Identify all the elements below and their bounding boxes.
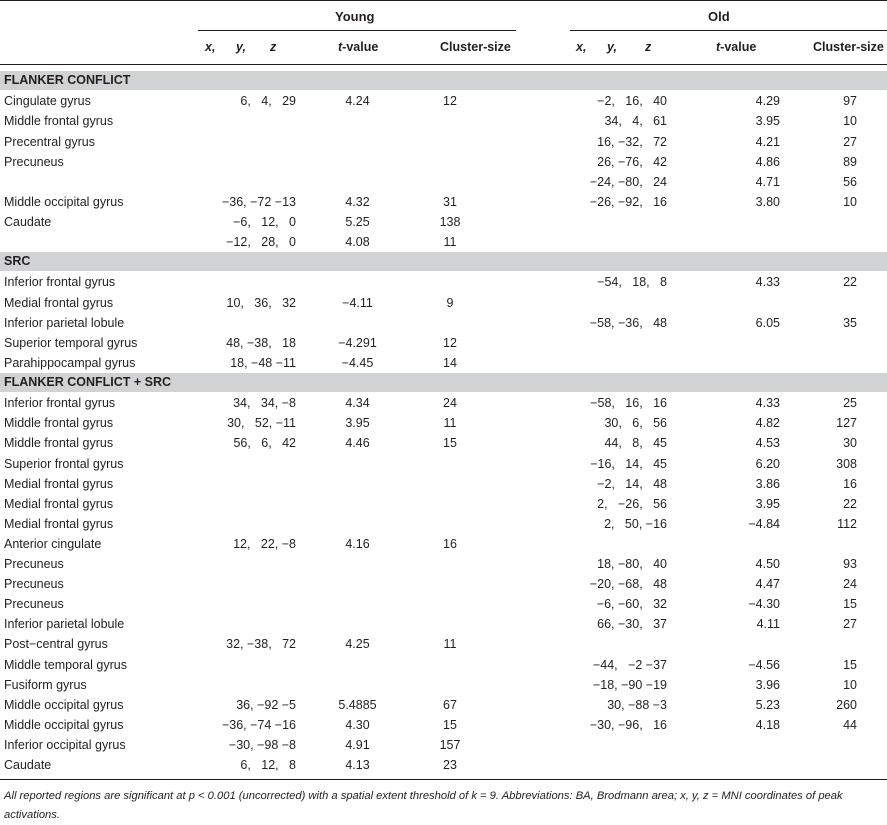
section-title: SRC [4, 254, 31, 269]
old-t-value-cell: 3.95 [755, 114, 780, 129]
young-group-rule [198, 30, 516, 31]
young-t-value-cell: 3.95 [345, 416, 370, 431]
young-x-header: x, [205, 40, 216, 54]
region-cell: Medial frontal gyrus [4, 516, 114, 531]
region-cell: Inferior parietal lobule [4, 617, 125, 632]
old-t-value-cell: 4.53 [755, 436, 780, 451]
table-row [0, 514, 887, 534]
table-row [0, 474, 887, 494]
old-coordinates-cell: 18, −80, 40 [597, 557, 667, 571]
young-coordinates-cell: 48, −38, 18 [226, 335, 296, 350]
young-t-value-cell: 4.91 [345, 737, 370, 752]
old-coordinates-cell: −44, −2 −37 [592, 657, 667, 672]
young-t-value-cell: 4.30 [345, 717, 370, 732]
old-group-header: Old [708, 9, 730, 24]
young-coordinates-cell: 34, 34, −8 [233, 396, 296, 411]
table-row [0, 735, 887, 755]
old-x-header: x, [576, 40, 587, 54]
old-t-value-cell: −4.84 [748, 516, 780, 531]
old-cluster-size-cell: 10 [843, 194, 857, 209]
table-row [0, 655, 887, 675]
old-y-header: y, [607, 40, 617, 54]
young-t-value-cell: 4.46 [345, 436, 370, 451]
young-coordinates-cell: 32, −38, 72 [226, 637, 296, 652]
old-cluster-size-cell: 15 [843, 657, 857, 672]
table-row [0, 695, 887, 715]
old-coordinates-cell: −26, −92, 16 [589, 194, 667, 209]
old-coordinates-cell: −24, −80, 24 [589, 174, 667, 189]
young-t-value-cell: 4.24 [345, 94, 370, 109]
region-cell: Middle occipital gyrus [4, 697, 124, 712]
old-t-value-cell: 4.29 [755, 94, 780, 109]
old-z-header: z [645, 40, 652, 54]
region-cell: Inferior frontal gyrus [4, 396, 116, 411]
region-cell: Precuneus [4, 577, 64, 592]
young-cluster-size-cell: 23 [443, 758, 457, 772]
old-t-value-cell: 6.05 [755, 315, 780, 330]
table-row [0, 333, 887, 353]
region-cell: Precuneus [4, 597, 64, 612]
old-cluster-size-cell: 127 [836, 416, 857, 431]
young-cluster-size-cell: 31 [443, 194, 457, 209]
young-cluster-size-cell: 11 [443, 637, 457, 652]
old-cluster-size-cell: 56 [843, 174, 857, 189]
old-cluster-size-cell: 15 [843, 597, 857, 612]
old-t-value-cell: 4.47 [755, 577, 780, 592]
young-coordinates-cell: 56, 6, 42 [233, 436, 296, 451]
table-row [0, 232, 887, 252]
old-cluster-size-cell: 44 [843, 717, 857, 732]
young-cluster-size-cell: 138 [439, 214, 461, 229]
table-row [0, 433, 887, 453]
young-t-value-cell: 5.4885 [338, 697, 377, 712]
old-coordinates-cell: 2, −26, 56 [597, 496, 667, 511]
table-row [0, 111, 887, 131]
old-cluster-size-cell: 16 [843, 476, 857, 491]
region-cell: Precentral gyrus [4, 134, 96, 149]
young-cluster-size-cell: 15 [443, 436, 457, 451]
old-cluster-header: Cluster-size [813, 40, 884, 54]
old-cluster-size-cell: 30 [843, 436, 857, 451]
young-t-header: t-value [338, 40, 379, 54]
young-t-value-cell: 4.32 [345, 194, 370, 209]
old-cluster-size-cell: 24 [843, 577, 857, 592]
young-coordinates-cell: −6, 12, 0 [233, 214, 296, 229]
section-header [0, 252, 887, 271]
region-cell: Precuneus [4, 154, 64, 169]
young-t-value-cell: 4.25 [345, 637, 370, 652]
young-coordinates-cell: 36, −92 −5 [236, 697, 296, 712]
region-cell: Fusiform gyrus [4, 677, 87, 692]
young-coordinates-cell: 10, 36, 32 [226, 295, 296, 310]
region-cell: Medial frontal gyrus [4, 476, 114, 491]
young-coordinates-cell: 6, 12, 8 [240, 758, 296, 772]
young-cluster-size-cell: 15 [443, 717, 457, 732]
old-t-value-cell: −4.56 [748, 657, 780, 672]
table-row [0, 293, 887, 313]
young-y-header: y, [236, 40, 246, 54]
region-cell: Post−central gyrus [4, 637, 108, 652]
old-t-value-cell: 3.96 [755, 677, 780, 692]
young-t-value-cell: −4.11 [342, 295, 373, 310]
region-cell: Parahippocampal gyrus [4, 355, 136, 370]
region-cell: Middle frontal gyrus [4, 436, 114, 451]
old-t-value-cell: 4.71 [755, 174, 780, 189]
table-row [0, 494, 887, 514]
old-cluster-size-cell: 260 [836, 697, 857, 712]
header-bottom-rule [0, 64, 887, 65]
region-cell: Medial frontal gyrus [4, 496, 114, 511]
old-t-value-cell: 4.18 [755, 717, 780, 732]
old-cluster-size-cell: 25 [843, 396, 857, 411]
table-row [0, 634, 887, 654]
table-row [0, 534, 887, 554]
table-row [0, 91, 887, 111]
young-cluster-size-cell: 11 [443, 416, 457, 431]
old-coordinates-cell: 66, −30, 37 [597, 617, 667, 632]
old-coordinates-cell: −2, 16, 40 [597, 94, 667, 109]
old-t-value-cell: 4.82 [755, 416, 780, 431]
old-cluster-size-cell: 308 [836, 456, 857, 471]
table-row [0, 172, 887, 192]
old-coordinates-cell: −2, 14, 48 [597, 476, 667, 491]
old-cluster-size-cell: 27 [843, 617, 857, 632]
table-row [0, 272, 887, 292]
region-cell: Superior frontal gyrus [4, 456, 124, 471]
old-cluster-size-cell: 35 [843, 315, 857, 330]
young-cluster-header: Cluster-size [440, 40, 511, 54]
old-t-header: t-value [716, 40, 757, 54]
old-coordinates-cell: 30, −88 −3 [607, 697, 667, 712]
young-cluster-size-cell: 157 [439, 737, 461, 752]
young-cluster-size-cell: 11 [443, 235, 457, 249]
old-t-value-cell: 3.86 [755, 476, 780, 491]
table-row [0, 454, 887, 474]
young-t-value-cell: −4.291 [338, 335, 377, 350]
young-z-header: z [270, 40, 277, 54]
young-coordinates-cell: 12, 22, −8 [233, 536, 296, 551]
old-coordinates-cell: 16, −32, 72 [597, 134, 667, 149]
old-coordinates-cell: 2, 50, −16 [604, 516, 667, 531]
old-group-rule [570, 30, 887, 31]
old-coordinates-cell: 44, 8, 45 [604, 436, 667, 451]
old-t-value-cell: −4.30 [748, 597, 780, 612]
old-coordinates-cell: −6, −60, 32 [596, 597, 667, 612]
old-coordinates-cell: −58, −36, 48 [589, 315, 667, 330]
table-row [0, 715, 887, 735]
young-t-value-cell: 4.34 [345, 396, 370, 411]
section-title: FLANKER CONFLICT [4, 73, 131, 87]
young-coordinates-cell: −36, −74 −16 [221, 717, 296, 732]
young-cluster-size-cell: 67 [443, 697, 457, 712]
region-cell: Caudate [4, 758, 52, 772]
table-row [0, 132, 887, 152]
old-cluster-size-cell: 89 [843, 154, 857, 169]
young-cluster-size-cell: 14 [443, 355, 457, 370]
old-cluster-size-cell: 112 [837, 516, 857, 531]
bottom-rule [0, 779, 887, 780]
old-cluster-size-cell: 10 [843, 114, 857, 129]
young-coordinates-cell: 30, 52, −11 [227, 416, 296, 431]
young-coordinates-cell: 6, 4, 29 [240, 94, 296, 109]
table-row [0, 393, 887, 413]
young-t-value-cell: −4.45 [341, 355, 374, 370]
region-cell: Superior temporal gyrus [4, 335, 138, 350]
old-coordinates-cell: 34, 4, 61 [604, 114, 667, 129]
old-coordinates-cell: −20, −68, 48 [589, 577, 667, 592]
table-row [0, 675, 887, 695]
table-row [0, 152, 887, 172]
old-t-value-cell: 4.11 [756, 617, 780, 632]
table-row [0, 212, 887, 232]
old-t-value-cell: 4.50 [755, 557, 780, 571]
old-coordinates-cell: −58, 16, 16 [590, 396, 667, 411]
young-coordinates-cell: −12, 28, 0 [226, 235, 296, 249]
old-coordinates-cell: −54, 18, 8 [597, 275, 667, 290]
region-cell: Middle occipital gyrus [4, 717, 124, 732]
young-t-value-cell: 4.08 [345, 235, 370, 249]
old-cluster-size-cell: 93 [843, 557, 857, 571]
section-header [0, 71, 887, 90]
region-cell: Inferior parietal lobule [4, 315, 125, 330]
region-cell: Inferior frontal gyrus [4, 275, 116, 290]
old-coordinates-cell: −18, −90 −19 [592, 677, 667, 692]
old-t-value-cell: 4.33 [755, 396, 780, 411]
table-row [0, 554, 887, 574]
old-cluster-size-cell: 22 [843, 496, 857, 511]
table-row [0, 574, 887, 594]
young-coordinates-cell: −36, −72 −13 [221, 194, 296, 209]
old-cluster-size-cell: 27 [843, 134, 857, 149]
region-cell: Cingulate gyrus [4, 94, 91, 109]
region-cell: Middle occipital gyrus [4, 194, 124, 209]
region-cell: Middle frontal gyrus [4, 114, 114, 129]
old-coordinates-cell: 30, 6, 56 [604, 416, 667, 431]
young-t-value-cell: 4.16 [345, 536, 370, 551]
region-cell: Middle temporal gyrus [4, 657, 127, 672]
young-coordinates-cell: −30, −98 −8 [228, 737, 296, 752]
old-coordinates-cell: 26, −76, 42 [597, 154, 667, 169]
young-cluster-size-cell: 12 [443, 94, 457, 109]
table-row [0, 614, 887, 634]
top-rule [0, 0, 887, 1]
old-cluster-size-cell: 97 [843, 94, 857, 109]
old-t-value-cell: 4.21 [755, 134, 780, 149]
old-t-value-cell: 6.20 [755, 456, 780, 471]
region-cell: Anterior cingulate [4, 536, 102, 551]
section-header [0, 373, 887, 392]
table-row [0, 313, 887, 333]
young-cluster-size-cell: 24 [443, 396, 457, 411]
old-t-value-cell: 3.80 [755, 194, 780, 209]
region-cell: Medial frontal gyrus [4, 295, 114, 310]
young-group-header: Young [335, 9, 375, 24]
region-cell: Middle frontal gyrus [4, 416, 114, 431]
region-cell: Precuneus [4, 557, 64, 571]
young-cluster-size-cell: 9 [446, 295, 454, 310]
table-row [0, 192, 887, 212]
old-coordinates-cell: −30, −96, 16 [589, 717, 667, 732]
section-title: FLANKER CONFLICT + SRC [4, 374, 172, 389]
old-coordinates-cell: −16, 14, 45 [590, 456, 667, 471]
young-t-value-cell: 4.13 [345, 758, 370, 772]
region-cell: Caudate [4, 214, 52, 229]
old-cluster-size-cell: 22 [843, 275, 857, 290]
table-row [0, 353, 887, 373]
region-cell: Inferior occipital gyrus [4, 737, 126, 752]
old-t-value-cell: 5.23 [755, 697, 780, 712]
old-t-value-cell: 4.86 [755, 154, 780, 169]
table-row [0, 413, 887, 433]
table-row [0, 594, 887, 614]
young-coordinates-cell: 18, −48 −11 [230, 355, 296, 370]
young-cluster-size-cell: 16 [443, 536, 457, 551]
young-cluster-size-cell: 12 [443, 335, 457, 350]
table-footnote: All reported regions are significant at p < 0.001 (uncorrected) with a spatial extent threshold of k = 9. Abbreviations: BA, Brodmann area; x, y, z = MNI coordinates of peak activations. [4, 790, 843, 821]
old-t-value-cell: 4.33 [755, 275, 780, 290]
table-row [0, 755, 887, 775]
old-t-value-cell: 3.95 [755, 496, 780, 511]
young-t-value-cell: 5.25 [345, 214, 370, 229]
old-cluster-size-cell: 10 [843, 677, 857, 692]
